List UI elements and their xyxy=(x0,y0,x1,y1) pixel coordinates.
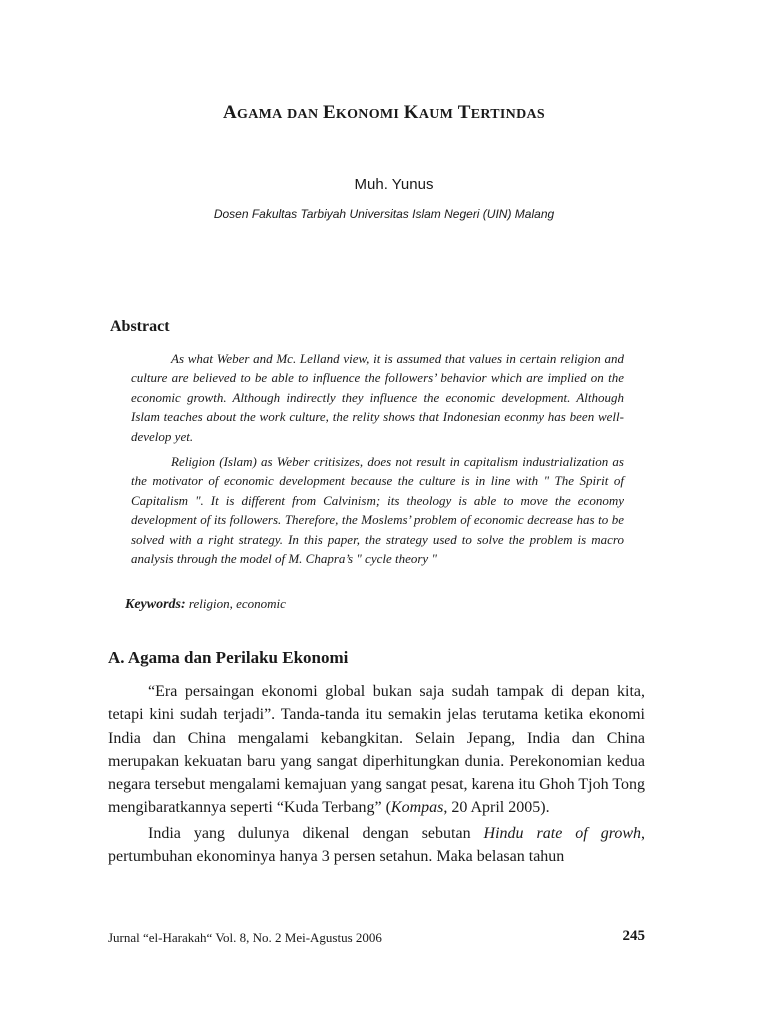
keywords-values: religion, economic xyxy=(185,596,286,611)
citation-source: Kompas xyxy=(390,799,444,817)
body-paragraph: “Era persaingan ekonomi global bukan saja sudah tampak di depan kita, tetapi kini sudah terjadi”. Tanda-tanda itu semakin jelas terutama ketika ekonomi India dan China mengalami kebangkitan. Selain Jepang, India dan China merupakan kekuatan baru yang sangat diperhitungkan dunia. Perekonomian kedua negara tersebut mengalami kemajuan yang sangat pesat, karena itu Ghoh Tjoh Tong mengibaratkannya seperti “Kuda Terbang” (Kompas, 20 April 2005). xyxy=(108,683,645,817)
journal-citation: Jurnal “el-Harakah“ Vol. 8, No. 2 Mei-Agustus 2006 xyxy=(108,930,382,945)
abstract-paragraph: Religion (Islam) as Weber critisizes, does not result in capitalism industrialization as the motivator of economic development because the culture is in line with " The Spirit of Capitalism ". It is different from Calvinism; its theology is able to move the economy development of its followers. Therefore, the Moslems’ problem of economic decrease has to be solved with a right strategy. In this paper, the strategy used to solve the problem is macro analysis through the model of M. Chapra’s " cycle theory " xyxy=(131,454,624,567)
article-title: AGAMA DAN EKONOMI KAUM TERTINDAS xyxy=(223,102,545,123)
abstract-paragraph: As what Weber and Mc. Lelland view, it is assumed that values in certain religion and culture are believed to be able to influence the followers’ behavior which are implied on the economic growth. Although indirectly they influence the economic development. Although Islam teaches about the work culture, the relity shows that Indonesian econmy has been well-develop yet. xyxy=(131,351,624,444)
section-heading: A. Agama dan Perilaku Ekonomi xyxy=(108,648,349,667)
emphasis-term: Hindu rate of growh xyxy=(483,824,641,842)
page-number: 245 xyxy=(622,928,645,944)
author-affiliation: Dosen Fakultas Tarbiyah Universitas Islam Negeri (UIN) Malang xyxy=(213,207,555,221)
abstract-heading: Abstract xyxy=(110,318,170,335)
section-body xyxy=(108,680,645,868)
abstract-body xyxy=(131,349,624,568)
keywords-label: Keywords: xyxy=(125,597,186,612)
author-name: Muh. Yunus xyxy=(354,176,434,193)
page-footer xyxy=(108,928,645,948)
keywords-line xyxy=(125,596,286,613)
body-paragraph: India yang dulunya dikenal dengan sebutan Hindu rate of growh, pertumbuhan ekonominya hanya 3 persen setahun. Maka belasan tahun xyxy=(108,824,645,866)
